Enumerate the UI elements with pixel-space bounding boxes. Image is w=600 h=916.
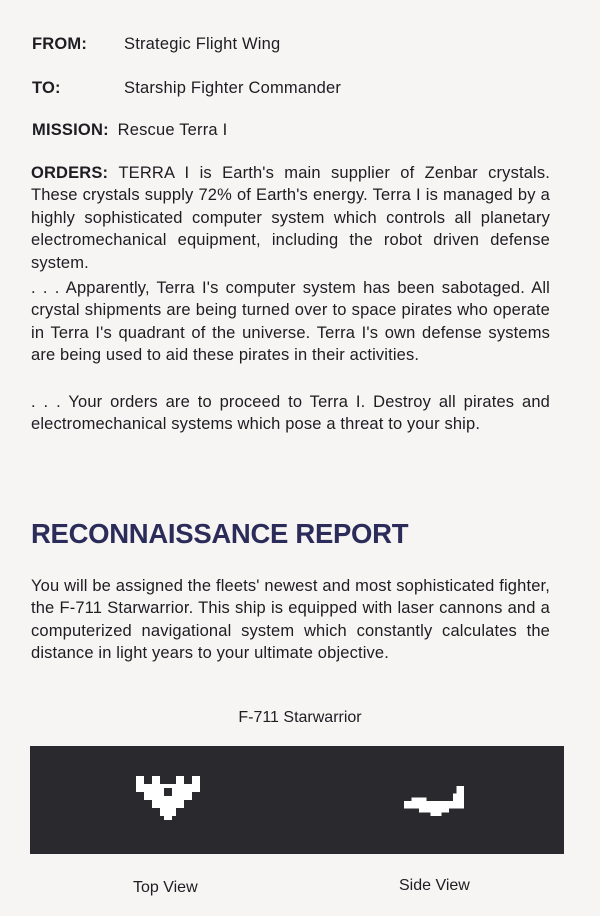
- memo-mission-row: [32, 121, 227, 140]
- mission-label: MISSION:: [32, 121, 109, 139]
- sprite-display-panel: [30, 746, 564, 854]
- orders-text-3: . . . Your orders are to proceed to Terra I. Destroy all pirates and electromechanical systems which pose a threat to your ship.: [31, 393, 550, 434]
- to-value: Starship Fighter Commander: [124, 79, 342, 97]
- recon-paragraph: [31, 575, 550, 665]
- orders-text-2: . . . Apparently, Terra I's computer system has been sabotaged. All crystal shipments are being turned over to space pirates who operate in Terra I's quadrant of the universe. Terra I's own defense systems are being used to aid these pirates in their activities.: [31, 279, 550, 365]
- memo-from-row: [32, 35, 281, 54]
- side-view-label: Side View: [399, 877, 470, 894]
- ship-caption: F-711 Starwarrior: [238, 709, 362, 726]
- orders-paragraph-1: [31, 162, 550, 274]
- orders-paragraph-2: [31, 277, 550, 367]
- from-label: FROM:: [32, 35, 88, 53]
- memo-to-row: [32, 79, 342, 98]
- ship-side-view-icon: [402, 786, 470, 816]
- ship-top-view-icon: [136, 776, 200, 820]
- top-view-label: Top View: [133, 879, 198, 896]
- orders-paragraph-3: [31, 391, 550, 436]
- to-label: TO:: [32, 79, 61, 97]
- orders-label: ORDERS:: [31, 164, 109, 182]
- from-value: Strategic Flight Wing: [124, 35, 281, 53]
- recon-text: You will be assigned the fleets' newest and most sophisticated fighter, the F-711 Starwarrior. This ship is equipped with laser cannons and a computerized navigational system which constantly calculates the distance in light years to your ultimate objective.: [31, 577, 550, 663]
- section-title: RECONNAISSANCE REPORT: [31, 518, 409, 549]
- orders-text-1: TERRA I is Earth's main supplier of Zenbar crystals. These crystals supply 72% of Earth's energy. Terra I is managed by a highly sophisticated computer system which controls all planetary electromechanical equipment, including the robot driven defense system.: [31, 164, 550, 272]
- mission-value: Rescue Terra I: [117, 121, 228, 139]
